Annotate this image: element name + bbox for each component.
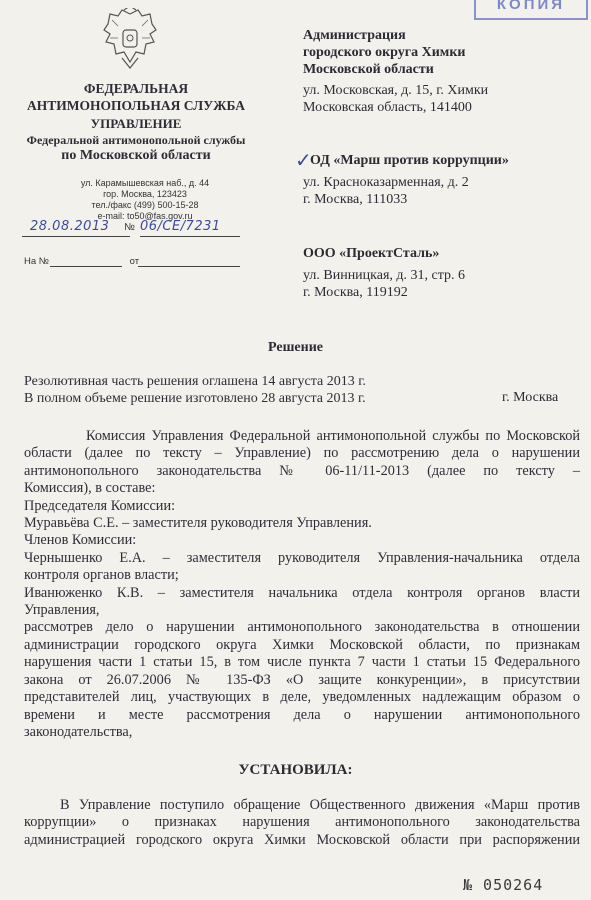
coat-of-arms-icon [100,8,160,74]
members-label: Членов Комиссии: [24,532,137,548]
paragraph-line: рассмотрев дело о нарушении антимонопольного законодательства в отношении [24,619,580,635]
copy-stamp: КОПИЯ [474,0,588,20]
paragraph-line: В Управление поступило обращение Общественного движения «Марш против [60,797,580,813]
paragraph-line: Комиссия), в составе: [24,480,156,496]
paragraph-line: антимонопольного законодательства № 06-11/11-2013 (далее по тексту – [24,463,580,479]
document-title: Решение [268,340,323,355]
member-2-cont: Управления, [24,602,100,618]
incoming-reference: На № от [24,256,140,267]
member-1-cont: контроля органов власти; [24,567,179,583]
paragraph-line: законодательства, [24,724,133,740]
paragraph-line: коррупции» о признаках нарушения антимонопольного законодательства [24,814,580,830]
department-name: УПРАВЛЕНИЕ Федеральной антимонопольной службы по Московской области [26,116,246,163]
recipient-3: ООО «ПроектСталь» [303,246,440,261]
checkmark-icon: ✓ [295,148,312,172]
recipient-2: ОД «Марш против коррупции» [310,153,509,168]
section-heading: УСТАНОВИЛА: [238,762,353,778]
paragraph-line: администрации городского округа Химки Московской области, по признакам [24,637,580,653]
chair-label: Председателя Комиссии: [24,498,176,514]
resolution-date: Резолютивная часть решения оглашена 14 августа 2013 г. [24,374,366,389]
paragraph-line: закона от 26.07.2006 № 135-ФЗ «О защите конкуренции», в присутствии [24,672,580,688]
recipient-1: Администрация городского округа Химки Московской области [303,28,466,77]
member-2: Иванюженко К.В. – заместителя начальника отдела контроля органов власти [24,585,580,601]
member-1: Чернышенко Е.А. – заместителя руководителя Управления-начальника отдела [24,550,580,566]
paragraph-line: времени и месте рассмотрения дела о нарушении антимонопольного [24,707,580,723]
number-label: № [124,222,136,233]
recipient-1-address: ул. Московская, д. 15, г. Химки Московская область, 141400 [303,83,489,115]
divider [140,236,240,237]
paragraph-line: области (далее по тексту – Управление) по рассмотрению дела о нарушении [24,445,580,461]
outgoing-date: 28.08.2013 [30,219,110,234]
outgoing-number: 06/СЕ/7231 [139,219,221,234]
recipient-2-address: ул. Красноказарменная, д. 2 г. Москва, 111033 [303,175,469,207]
outgoing-reference [30,219,221,234]
city: г. Москва [502,390,559,405]
page-serial-number: № 050264 [463,876,544,894]
divider [22,236,130,237]
agency-name: ФЕДЕРАЛЬНАЯ АНТИМОНОПОЛЬНАЯ СЛУЖБА [27,81,245,113]
paragraph-line: администрацией городского округа Химки Московской области при распоряжении [24,832,580,848]
paragraph-line: представителей лиц, участвующих в деле, уведомленных надлежащим образом о [24,689,580,705]
full-decision-date: В полном объеме решение изготовлено 28 августа 2013 г. [24,391,366,406]
paragraph-line: Комиссия Управления Федеральной антимонопольной службы по Московской [86,428,580,444]
recipient-3-address: ул. Винницкая, д. 31, стр. 6 г. Москва, 119192 [303,268,466,300]
divider [138,266,240,267]
sender-address: ул. Карамышевская наб., д. 44 гор. Москва, 123423 тел./факс (499) 500-15-28 e-mail: to50@fas.gov.ru [80,178,210,221]
divider [50,266,122,267]
paragraph-line: нарушения части 1 статьи 15, в том числе пункта 7 части 1 статьи 15 Федерального [24,654,580,670]
chair-name: Муравьёва С.Е. – заместителя руководителя Управления. [24,515,372,531]
